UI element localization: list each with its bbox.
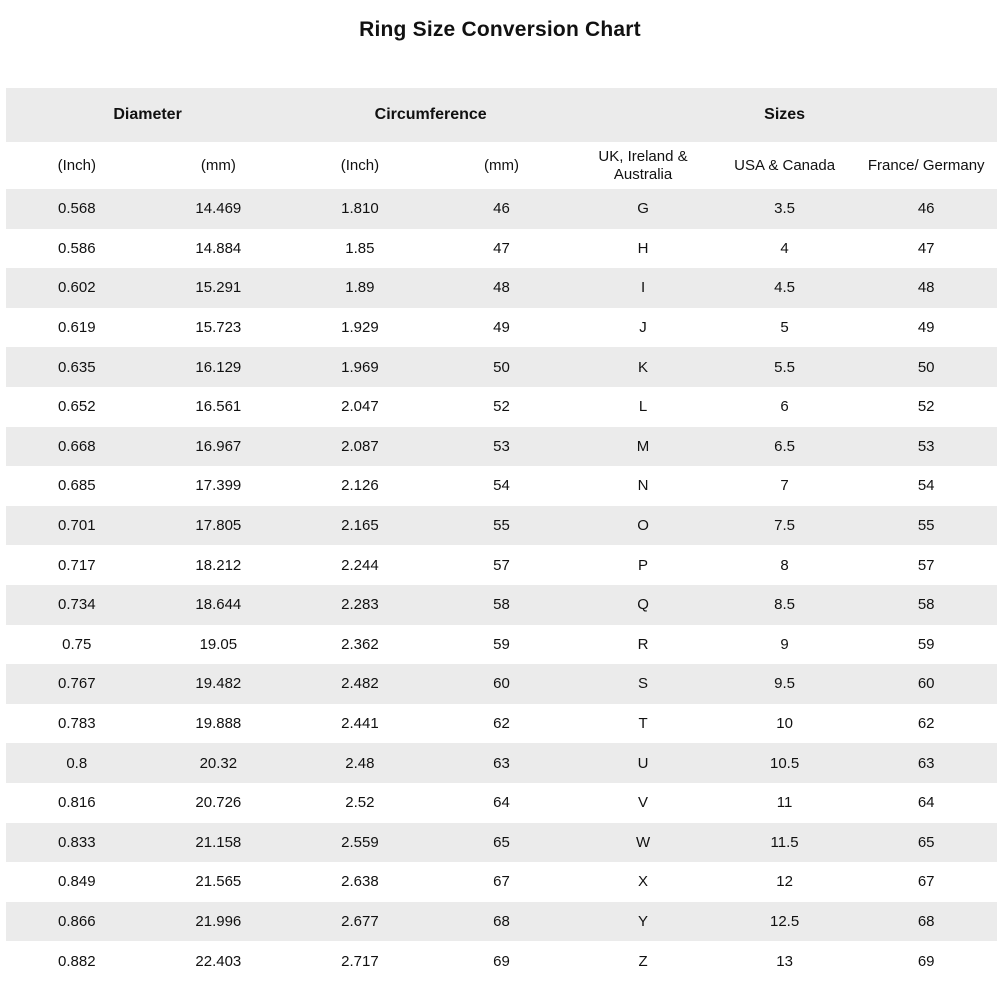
cell: 2.482 [341, 675, 379, 693]
cell: 15.723 [195, 319, 242, 337]
table-row [6, 625, 997, 665]
cell: J [639, 319, 647, 337]
cell: 8 [780, 556, 789, 574]
cell: Z [638, 952, 648, 970]
cell: 46 [917, 200, 935, 218]
cell: 5 [780, 319, 789, 337]
cell: 21.565 [195, 873, 242, 891]
cell: 52 [493, 398, 510, 416]
column-header-diameter-inch: (Inch) [57, 156, 96, 174]
cell: 0.816 [58, 794, 96, 812]
cell: 47 [917, 239, 935, 257]
cell: 18.212 [195, 556, 242, 574]
cell: 11.5 [770, 833, 799, 851]
cell: 65 [917, 833, 935, 851]
cell: 58 [493, 596, 510, 614]
cell: 17.805 [195, 517, 242, 535]
cell: 62 [493, 715, 510, 733]
column-header-usa-canada: USA & Canada [734, 156, 836, 174]
cell: 19.888 [195, 715, 242, 733]
cell: 17.399 [195, 477, 242, 495]
table-row [6, 308, 997, 348]
table-row [6, 704, 997, 744]
cell: Y [638, 912, 649, 930]
cell: 2.165 [341, 517, 379, 535]
cell: 0.8 [66, 754, 88, 772]
cell: 0.586 [58, 239, 96, 257]
cell: 0.783 [58, 715, 96, 733]
cell: 2.283 [341, 596, 379, 614]
cell: 1.929 [341, 319, 379, 337]
cell: 9 [780, 635, 789, 653]
group-header-sizes: Sizes [764, 106, 806, 123]
cell: 20.726 [195, 794, 242, 812]
table-row [6, 387, 997, 427]
table-row [6, 941, 997, 981]
cell: 54 [493, 477, 510, 495]
cell: 21.158 [195, 833, 242, 851]
cell: 19.482 [195, 675, 242, 693]
cell: 10 [776, 715, 793, 733]
table-row [6, 664, 997, 704]
cell: 57 [493, 556, 510, 574]
table-row [6, 783, 997, 823]
cell: 50 [917, 358, 935, 376]
cell: 47 [493, 239, 510, 257]
cell: 67 [917, 873, 935, 891]
cell: 14.884 [195, 239, 242, 257]
cell: 10.5 [769, 754, 800, 772]
cell: 19.05 [199, 635, 238, 653]
cell: 50 [493, 358, 510, 376]
cell: 2.244 [341, 556, 379, 574]
cell: 2.717 [341, 952, 379, 970]
cell: R [637, 635, 649, 653]
cell: 48 [917, 279, 935, 297]
cell: 1.89 [345, 279, 375, 297]
ring-size-conversion-table [6, 88, 997, 981]
column-header-diameter-mm: (mm) [200, 156, 236, 174]
cell: 0.701 [58, 517, 96, 535]
cell: 59 [493, 635, 510, 653]
cell: 0.767 [58, 675, 96, 693]
cell: Q [637, 596, 649, 614]
cell: 2.441 [341, 715, 379, 733]
cell: 2.087 [341, 437, 379, 455]
page-title: Ring Size Conversion Chart [359, 18, 641, 41]
table-row [6, 268, 997, 308]
cell: 63 [493, 754, 510, 772]
cell: 60 [493, 675, 510, 693]
cell: 67 [493, 873, 510, 891]
cell: 0.882 [58, 952, 96, 970]
cell: P [638, 556, 649, 574]
cell: 7 [780, 477, 789, 495]
cell: 0.685 [58, 477, 96, 495]
cell: 68 [493, 912, 510, 930]
cell: 49 [917, 319, 935, 337]
cell: 53 [917, 437, 935, 455]
table-row [6, 862, 997, 902]
cell: 1.810 [341, 200, 379, 218]
cell: 0.602 [58, 279, 96, 297]
cell: 0.652 [58, 398, 96, 416]
cell: 4.5 [774, 279, 796, 297]
table-row [6, 902, 997, 942]
cell: 3.5 [774, 200, 796, 218]
cell: S [638, 675, 649, 693]
group-header-circumference: Circumference [374, 106, 487, 123]
cell: 6 [780, 398, 789, 416]
cell: U [637, 754, 649, 772]
table-row [6, 545, 997, 585]
cell: 0.866 [58, 912, 96, 930]
cell: 2.047 [341, 398, 379, 416]
column-header-france-germany: France/ Germany [867, 156, 985, 174]
cell: 55 [917, 517, 935, 535]
cell: 12.5 [769, 912, 800, 930]
cell: 0.668 [58, 437, 96, 455]
cell: 53 [493, 437, 510, 455]
cell: 2.48 [345, 754, 375, 772]
cell: 52 [917, 398, 935, 416]
cell: 16.967 [195, 437, 242, 455]
cell: 15.291 [195, 279, 242, 297]
column-header-uk-ireland-australia: UK, Ireland & Australia [598, 147, 688, 183]
cell: 18.644 [195, 596, 242, 614]
cell: 5.5 [774, 358, 796, 376]
cell: 14.469 [195, 200, 242, 218]
cell: 69 [493, 952, 510, 970]
group-header-row [6, 88, 997, 142]
cell: 49 [493, 319, 510, 337]
cell: 54 [917, 477, 935, 495]
cell: 21.996 [195, 912, 242, 930]
cell: 2.362 [341, 635, 379, 653]
cell: 2.52 [345, 794, 375, 812]
cell: 59 [917, 635, 935, 653]
cell: V [638, 794, 649, 812]
cell: N [637, 477, 649, 495]
table-row [6, 347, 997, 387]
cell: 16.561 [195, 398, 242, 416]
cell: O [637, 517, 649, 535]
table-row [6, 427, 997, 467]
cell: 8.5 [774, 596, 796, 614]
table-row [6, 229, 997, 269]
cell: 11 [776, 794, 793, 812]
table-row [6, 585, 997, 625]
cell: G [637, 200, 649, 218]
cell: 12 [776, 873, 793, 891]
cell: 0.717 [58, 556, 96, 574]
table-row [6, 189, 997, 229]
cell: 55 [493, 517, 510, 535]
cell: X [638, 873, 649, 891]
table-row [6, 823, 997, 863]
cell: 46 [493, 200, 510, 218]
cell: 60 [917, 675, 935, 693]
cell: 0.619 [58, 319, 96, 337]
group-header-diameter: Diameter [113, 106, 182, 123]
cell: 64 [493, 794, 510, 812]
cell: 20.32 [199, 754, 238, 772]
cell: 62 [917, 715, 935, 733]
table-row [6, 743, 997, 783]
cell: T [638, 715, 648, 733]
cell: 4 [780, 239, 789, 257]
cell: W [635, 833, 651, 851]
cell: 16.129 [195, 358, 242, 376]
cell: 48 [493, 279, 510, 297]
cell: K [638, 358, 649, 376]
cell: 7.5 [774, 517, 796, 535]
cell: 63 [917, 754, 935, 772]
cell: 0.734 [58, 596, 96, 614]
column-header-circumference-inch: (Inch) [340, 156, 380, 174]
cell: 65 [493, 833, 510, 851]
cell: 68 [917, 912, 935, 930]
cell: 58 [917, 596, 935, 614]
cell: 9.5 [774, 675, 796, 693]
cell: I [640, 279, 646, 297]
cell: H [637, 239, 649, 257]
cell: L [638, 398, 648, 416]
cell: 0.75 [62, 635, 92, 653]
cell: 2.559 [341, 833, 379, 851]
cell: 1.969 [341, 358, 379, 376]
column-header-circumference-mm: (mm) [483, 156, 519, 174]
table-body [6, 189, 997, 981]
cell: 2.677 [341, 912, 379, 930]
sub-header-row [6, 142, 997, 189]
cell: 22.403 [195, 952, 242, 970]
cell: 69 [917, 952, 935, 970]
cell: 1.85 [345, 239, 375, 257]
table-row [6, 506, 997, 546]
cell: 0.568 [58, 200, 96, 218]
cell: 0.849 [58, 873, 96, 891]
table-header [6, 88, 997, 189]
cell: 0.833 [58, 833, 96, 851]
cell: 6.5 [774, 437, 796, 455]
cell: 57 [917, 556, 935, 574]
table-row [6, 466, 997, 506]
cell: 64 [917, 794, 935, 812]
cell: 2.126 [341, 477, 379, 495]
cell: 0.635 [58, 358, 96, 376]
cell: 13 [776, 952, 793, 970]
cell: 2.638 [341, 873, 379, 891]
cell: M [636, 437, 650, 455]
